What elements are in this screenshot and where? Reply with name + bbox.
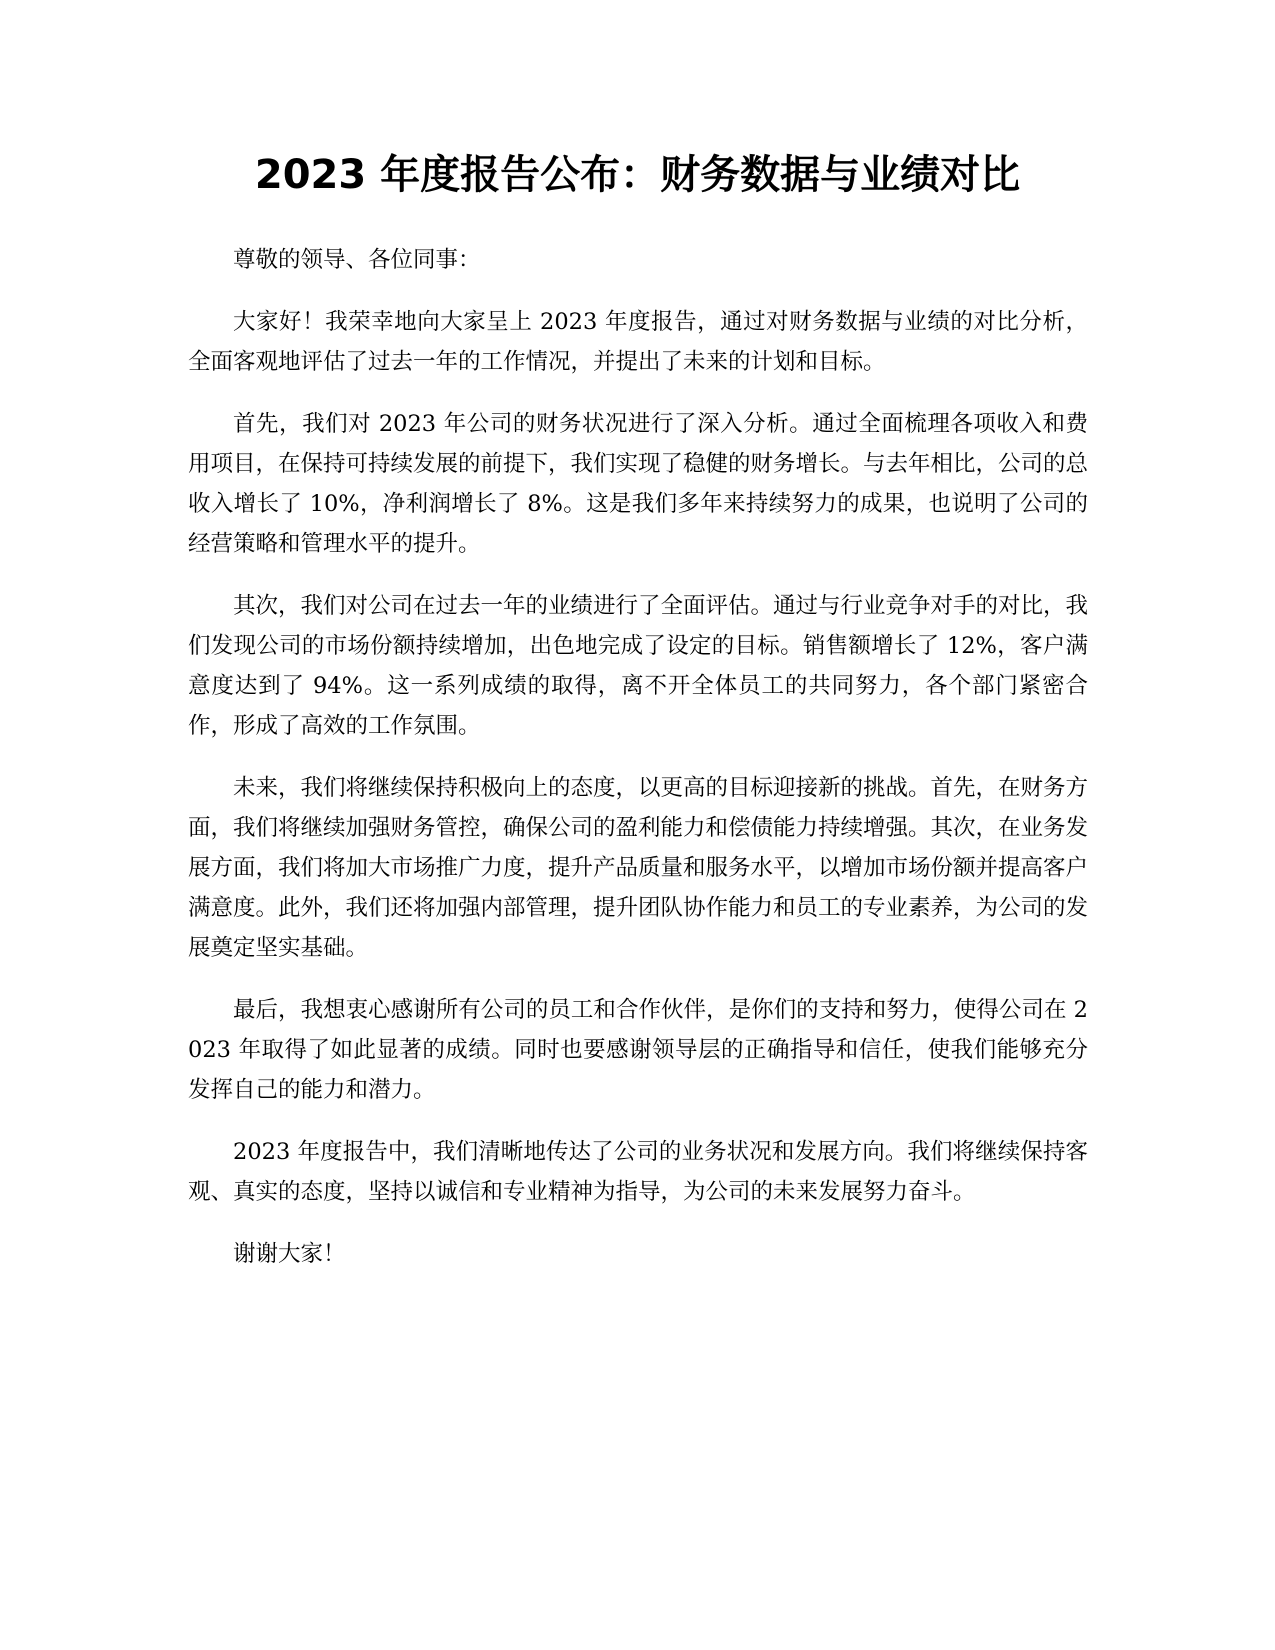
paragraph-thanks: 最后，我想衷心感谢所有公司的员工和合作伙伴，是你们的支持和努力，使得公司在 2023 年取得了如此显著的成绩。同时也要感谢领导层的正确指导和信任，使我们能够充分发挥自己的能力和潜力。 [188,997,1088,1103]
salutation: 尊敬的领导、各位同事： [233,247,481,273]
document-title: 2023 年度报告公布：财务数据与业绩对比 [254,152,1021,198]
paragraph-performance: 其次，我们对公司在过去一年的业绩进行了全面评估。通过与行业竞争对手的对比，我们发现公司的市场份额持续增加，出色地完成了设定的目标。销售额增长了 12%，客户满意度达到了 94%。这一系列成绩的取得，离不开全体员工的共同努力，各个部门紧密合作，形成了高效的工作氛围。 [188,593,1089,739]
paragraph-financial: 首先，我们对 2023 年公司的财务状况进行了深入分析。通过全面梳理各项收入和费用项目，在保持可持续发展的前提下，我们实现了稳健的财务增长。与去年相比，公司的总收入增长了 10%，净利润增长了 8%。这是我们多年来持续努力的成果，也说明了公司的经营策略和管理水平的提升。 [188,411,1089,557]
closing: 谢谢大家！ [233,1241,346,1267]
paragraph-future: 未来，我们将继续保持积极向上的态度，以更高的目标迎接新的挑战。首先，在财务方面，我们将继续加强财务管控，确保公司的盈利能力和偿债能力持续增强。其次，在业务发展方面，我们将加大市场推广力度，提升产品质量和服务水平，以增加市场份额并提高客户满意度。此外，我们还将加强内部管理，提升团队协作能力和员工的专业素养，为公司的发展奠定坚实基础。 [188,775,1089,961]
document-body [188,240,1088,1296]
paragraph-summary: 2023 年度报告中，我们清晰地传达了公司的业务状况和发展方向。我们将继续保持客观、真实的态度，坚持以诚信和专业精神为指导，为公司的未来发展努力奋斗。 [188,1139,1088,1205]
paragraph-intro: 大家好！我荣幸地向大家呈上 2023 年度报告，通过对财务数据与业绩的对比分析，全面客观地评估了过去一年的工作情况，并提出了未来的计划和目标。 [188,309,1088,375]
